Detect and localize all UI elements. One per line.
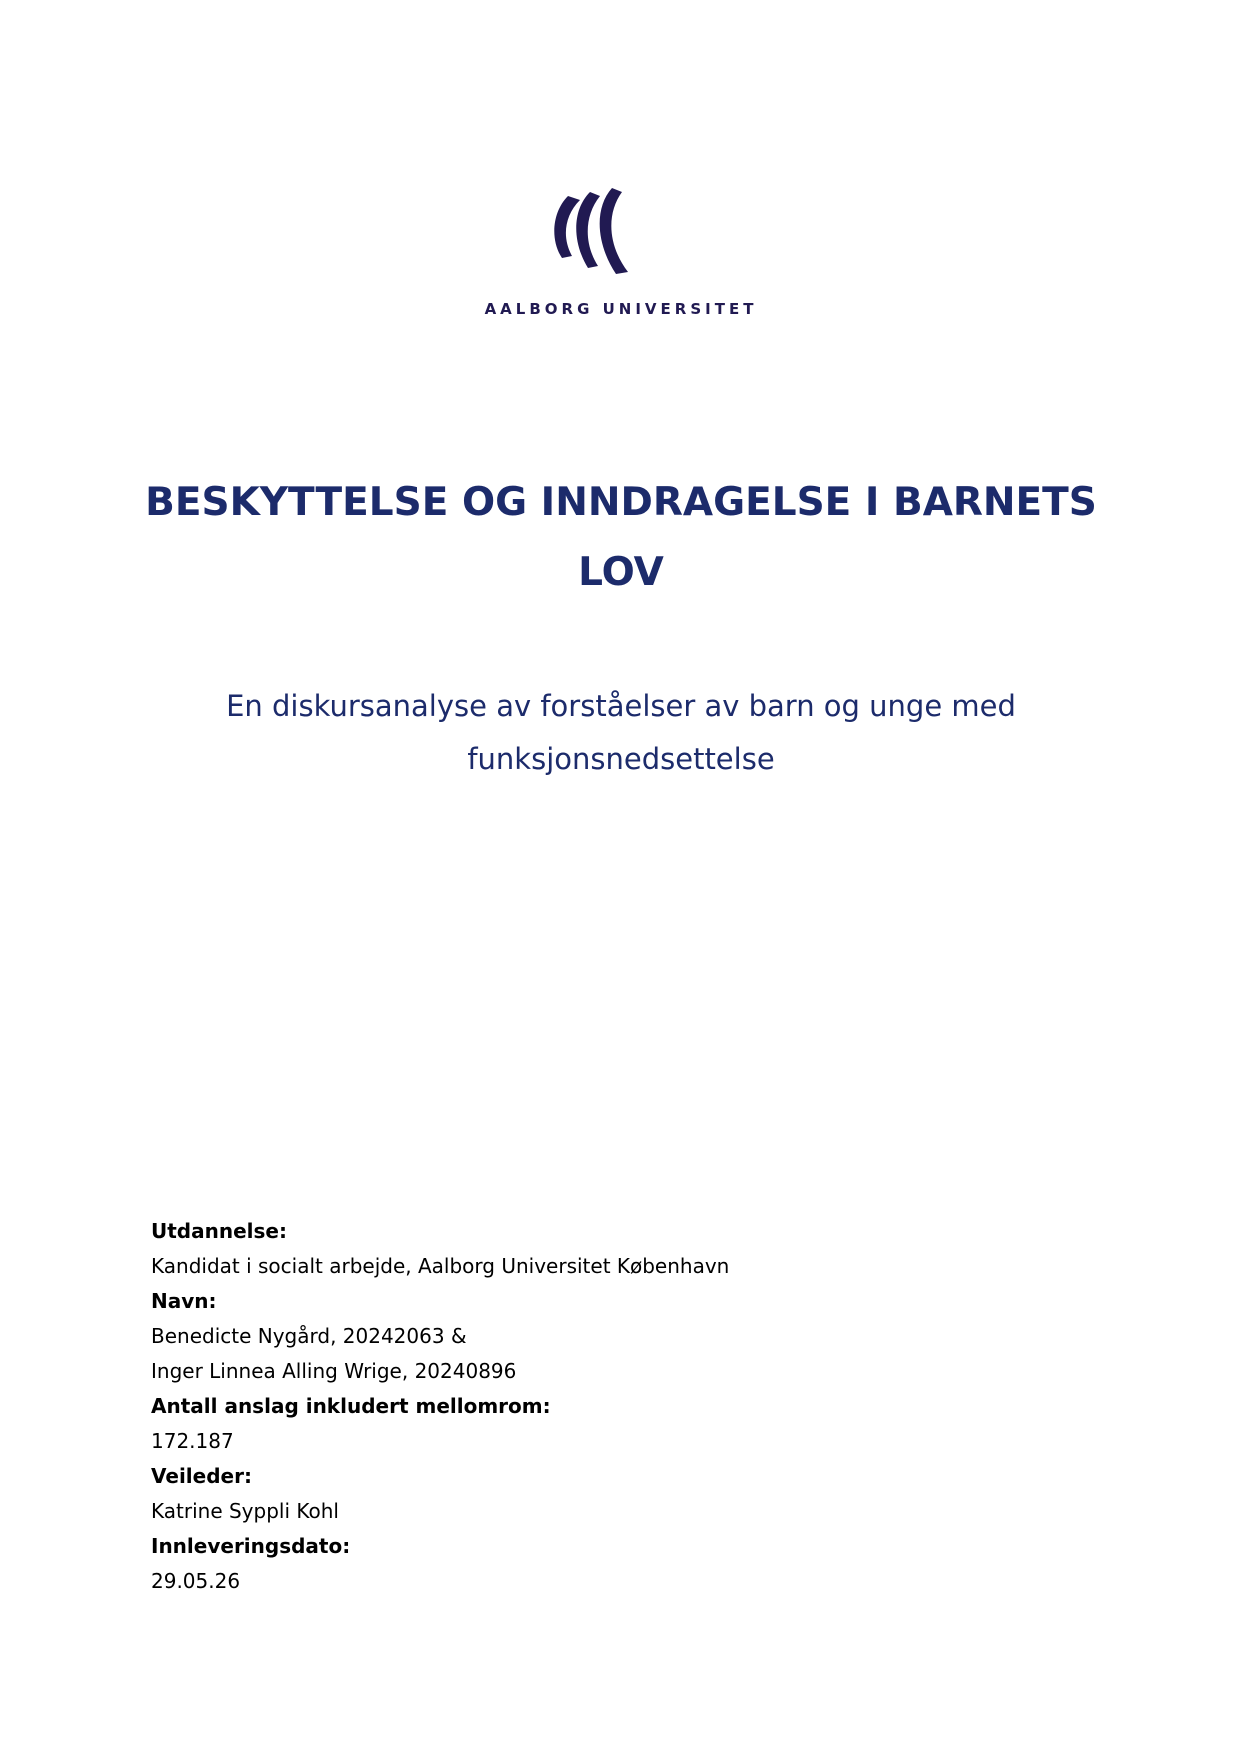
submission-date-value: 29.05.26 [151,1569,241,1593]
supervisor-label: Veileder: [151,1464,252,1488]
education-label: Utdannelse: [151,1219,287,1243]
submission-date-label: Innleveringsdato: [151,1534,351,1558]
character-count-value: 172.187 [151,1429,234,1453]
thesis-title-line-2: LOV [578,550,664,595]
university-logo [0,188,1242,328]
thesis-details [151,1214,1051,1599]
author-1: Benedicte Nygård, 20242063 & [151,1324,467,1348]
university-name: AALBORG UNIVERSITET [484,300,758,318]
thesis-subtitle [120,680,1122,786]
thesis-subtitle-line-1: En diskursanalyse av forståelser av barn og unge med [226,689,1016,723]
thesis-title-line-1: BESKYTTELSE OG INNDRAGELSE I BARNETS [145,480,1097,525]
education-value: Kandidat i socialt arbejde, Aalborg Universitet København [151,1254,730,1278]
thesis-title [100,468,1142,608]
name-label: Navn: [151,1289,217,1313]
aau-wave-logo-icon [548,188,638,274]
thesis-subtitle-line-2: funksjonsnedsettelse [467,742,775,776]
supervisor-value: Katrine Syppli Kohl [151,1499,339,1523]
author-2: Inger Linnea Alling Wrige, 20240896 [151,1359,517,1383]
character-count-label: Antall anslag inkludert mellomrom: [151,1394,551,1418]
